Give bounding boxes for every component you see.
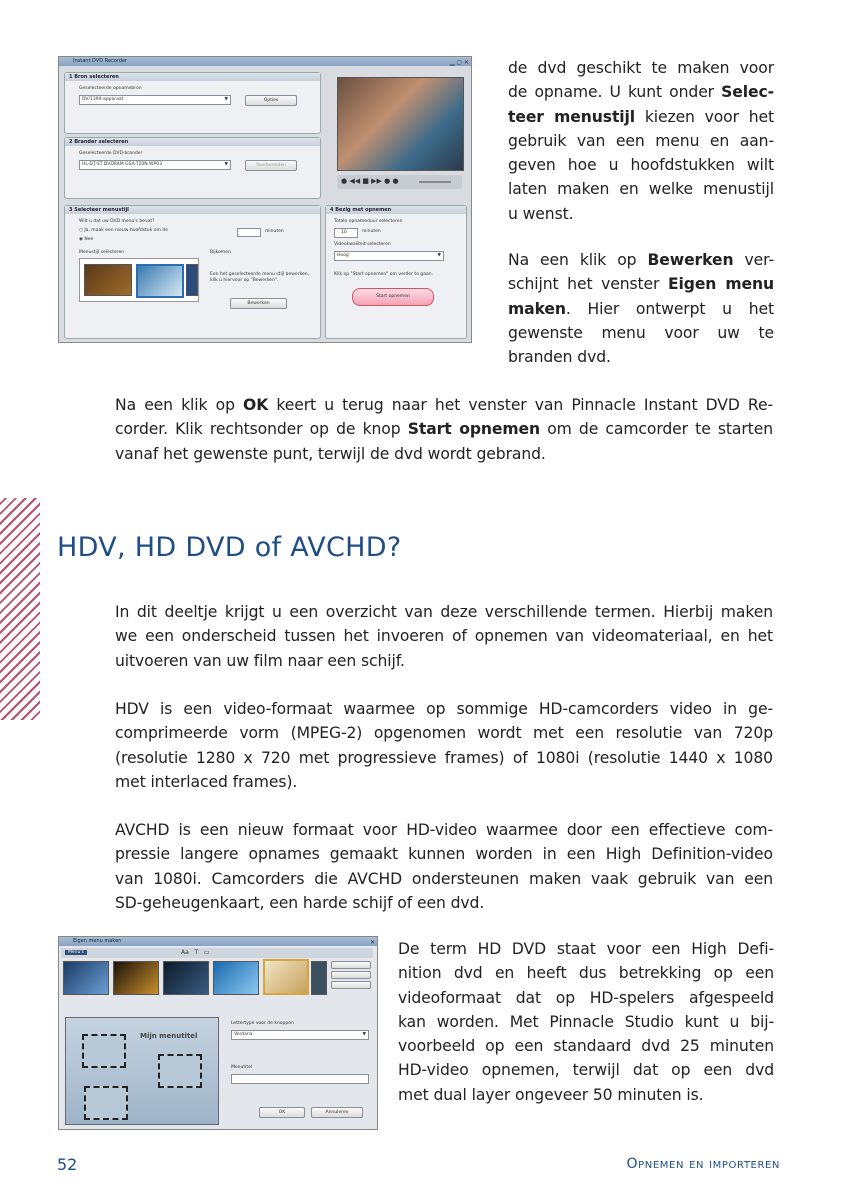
term-eigen-menu-maken: maken xyxy=(508,299,566,318)
chevron-down-icon: ▼ xyxy=(362,1032,366,1037)
side-button[interactable] xyxy=(331,981,371,989)
text-line xyxy=(508,80,774,104)
filmstrip-frame xyxy=(82,1034,126,1068)
paragraph-hd-dvd xyxy=(398,937,774,1107)
text-line: u wenst. xyxy=(508,204,574,223)
screenshot-eigen-menu-maken xyxy=(58,936,378,1130)
text-line: de dvd geschikt te maken voor xyxy=(508,59,774,77)
text-line: pressie langere opnames gemaakt kunnen worden in een High Definition-video xyxy=(115,845,773,864)
text-line: In dit deeltje krijgt u een overzicht van deze verschillende termen. Hierbij maken xyxy=(115,603,773,621)
chapter-minutes-input[interactable] xyxy=(237,228,261,237)
font-label: Lettertype voor de knoppen xyxy=(231,1021,294,1026)
menu-option-no[interactable]: ◉ Nee xyxy=(79,237,94,242)
menu-option-yes[interactable]: ○ Ja, maak een nieuw hoofdstuk om de xyxy=(79,228,168,233)
menu-thumb[interactable] xyxy=(63,961,109,995)
paragraph-ok xyxy=(115,393,773,466)
duration-value: 10 xyxy=(341,230,347,235)
text-line: gewenste menu voor uw te xyxy=(508,323,774,342)
menu-preview-title: Mijn menutitel xyxy=(140,1032,198,1040)
text-line: kan worden. Met Pinnacle Studio kunt u bij- xyxy=(398,1012,774,1031)
menu-edit-hint: Een het geselecteerde menu stijl bewerken, klik u hiervoor op "Bewerken". xyxy=(210,272,310,283)
menu-thumb[interactable] xyxy=(311,961,327,995)
text-run: corder. Klik rechtsonder op de knop xyxy=(115,420,408,439)
text-line: De term HD DVD staat voor een High Defi- xyxy=(398,940,774,958)
text-run: keert u terug naar het venster van Pinnacle Instant DVD Re- xyxy=(268,396,773,414)
side-buttons xyxy=(331,961,371,993)
text-line: gebruik van een menu en aan- xyxy=(508,131,774,150)
ok-button[interactable]: OK xyxy=(259,1107,305,1118)
decorative-stripes xyxy=(0,498,40,720)
font-value: Verdana xyxy=(234,1032,253,1037)
text-line: voorbeeld op een standaard dvd 25 minuten xyxy=(398,1037,774,1056)
text-line: HDV is een video-formaat waarmee op sommige HD-camcorders video in ge- xyxy=(115,700,773,718)
window-controls-icon: ▁ ▢ ✕ xyxy=(449,59,469,66)
font-select[interactable] xyxy=(231,1030,369,1040)
chevron-down-icon: ▼ xyxy=(224,97,228,102)
text-run: schijnt het venster xyxy=(508,275,668,294)
term-ok: OK xyxy=(243,396,269,414)
volume-slider[interactable] xyxy=(419,181,451,183)
source-label: Geselecteerde opnamebron xyxy=(79,86,142,91)
chevron-down-icon: ▼ xyxy=(224,162,228,167)
term-bewerken: Bewerken xyxy=(647,251,734,269)
text-line: comprimeerde vorm (MPEG-2) opgenomen wordt met een resolutie van 720p xyxy=(115,724,773,743)
prepare-button[interactable]: Voorbereiden xyxy=(245,160,297,171)
term-selecteer-menustijl: Selec- xyxy=(721,83,774,102)
menu-question: Wilt u dat uw DVD menu's bevat? xyxy=(79,219,155,224)
toolbar-tools-icon[interactable]: Aa T ▭ xyxy=(181,949,210,956)
menu-option-yes-label: Ja, maak een nieuw hoofdstuk om de xyxy=(84,228,168,233)
panel-source-title: 1 Bron selecteren xyxy=(65,73,320,81)
text-run: ver- xyxy=(733,251,774,269)
menu-thumb[interactable] xyxy=(213,961,259,995)
text-line: AVCHD is een nieuw formaat voor HD-video waarmee door een effectieve com- xyxy=(115,821,773,839)
menu-thumb[interactable] xyxy=(113,961,159,995)
panel-recording-title: 4 Bezig met opnemen xyxy=(326,206,466,214)
source-value: DV/1394-apparaat xyxy=(82,97,124,102)
menu-preview xyxy=(65,1017,219,1125)
text-line: geven hoe u hoofdstukken wilt xyxy=(508,156,774,175)
panel-menu-style xyxy=(64,205,321,339)
text-line xyxy=(115,417,773,441)
duration-input[interactable] xyxy=(334,228,358,238)
text-line xyxy=(508,105,774,129)
panel-source xyxy=(64,72,321,134)
menu-option-no-label: Nee xyxy=(84,237,94,242)
toolbar-label: Menu's xyxy=(65,950,87,955)
term-selecteer-menustijl: teer menustijl xyxy=(508,107,636,126)
text-line xyxy=(508,272,774,296)
window-titlebar xyxy=(59,937,377,946)
text-line: van 1080i. Camcorders die AVCHD ondersteunen maken vaak gebruik van een xyxy=(115,869,773,888)
text-line: branden dvd. xyxy=(508,348,611,367)
menu-thumb[interactable] xyxy=(163,961,209,995)
preview-label: Bijkomen xyxy=(210,250,231,255)
quality-label: Videokwaliteit selecteren xyxy=(334,242,391,247)
chevron-down-icon: ▼ xyxy=(437,253,441,258)
menu-style-thumb[interactable] xyxy=(84,264,132,296)
text-line: nition dvd en heeft dus betrekking op een xyxy=(398,964,774,983)
menu-style-thumb[interactable] xyxy=(136,264,184,298)
right-paragraph-1 xyxy=(508,56,774,226)
window-controls-icon: ✕ xyxy=(369,939,375,946)
window-titlebar xyxy=(59,57,471,66)
start-hint: Klik op "Start opnemen" om verder te gaan. xyxy=(334,272,434,277)
text-line: uitvoeren van uw film naar een schijf. xyxy=(115,651,405,670)
menu-styles-strip xyxy=(79,258,199,302)
chapter-minutes-unit: minuten xyxy=(265,229,284,234)
panel-recording xyxy=(325,205,467,339)
cancel-button[interactable]: Annuleren xyxy=(311,1107,363,1118)
text-line xyxy=(508,297,774,321)
menu-thumb-selected[interactable] xyxy=(263,959,309,995)
video-preview xyxy=(337,77,464,171)
window-title: Eigen menu maken xyxy=(73,938,122,944)
text-run: . Hier ontwerpt u het xyxy=(565,299,774,318)
menu-styles-label: Menustijl selecteren xyxy=(79,250,125,255)
text-line: we een onderscheid tussen het invoeren of opnemen van videomateriaal, en het xyxy=(115,627,773,646)
text-run: de opname. U kunt onder xyxy=(508,83,722,102)
menu-title-label: Menutitel xyxy=(231,1065,253,1070)
edit-menu-button[interactable]: Bewerken xyxy=(230,298,287,309)
text-run: kiezen voor het xyxy=(635,107,775,126)
term-start-opnemen: Start opnemen xyxy=(407,420,541,439)
start-recording-button[interactable]: Start opnemen xyxy=(352,288,434,306)
quality-select[interactable] xyxy=(334,251,444,261)
right-paragraph-2 xyxy=(508,248,774,369)
source-select[interactable] xyxy=(79,95,231,105)
panel-burner-title: 2 Brander selecteren xyxy=(65,138,320,146)
text-line: HD-video opnemen, terwijl dat op een dvd xyxy=(398,1061,774,1080)
playback-controls xyxy=(337,175,462,189)
toolbar xyxy=(61,948,373,958)
text-run: om de camcorder te starten xyxy=(540,420,773,439)
burner-value: HL-DT-ST DVDRAM GSA-T20N WP03 xyxy=(82,162,162,167)
menu-style-thumb[interactable] xyxy=(186,264,198,296)
menu-title-input[interactable] xyxy=(231,1074,369,1084)
text-line: laten maken en welke menustijl xyxy=(508,180,774,199)
filmstrip-frame xyxy=(84,1086,128,1120)
text-line: met interlaced frames). xyxy=(115,772,298,791)
side-button[interactable] xyxy=(331,971,371,979)
section-heading: HDV, HD DVD of AVCHD? xyxy=(57,532,402,563)
quality-value: Hoog xyxy=(337,253,349,258)
text-line xyxy=(508,248,774,272)
text-line: videoformaat dat op HD-spelers afgespeeld xyxy=(398,988,774,1007)
text-line: met dual layer ongeveer 50 minuten is. xyxy=(398,1085,704,1104)
text-line: (resolutie 1280 x 720 met progressieve frames) of 1080i (resolutie 1440 x 1080 xyxy=(115,748,773,767)
options-button[interactable]: Opties xyxy=(245,95,297,106)
term-eigen-menu: Eigen menu xyxy=(667,275,775,294)
paragraph-hdv xyxy=(115,697,773,794)
panel-menu-style-title: 3 Selecteer menustijl xyxy=(65,206,320,214)
burner-select[interactable] xyxy=(79,160,231,170)
paragraph-avchd xyxy=(115,818,773,915)
duration-label: Totale opnameduur selecteren xyxy=(334,219,403,224)
text-line xyxy=(115,393,773,417)
play-controls-icon[interactable]: ● ◀◀ ■ ▶▶ ● ● xyxy=(341,177,399,185)
side-button[interactable] xyxy=(331,961,371,969)
duration-unit: minuten xyxy=(362,229,381,234)
page-number: 52 xyxy=(57,1155,78,1174)
text-line: SD-geheugenkaart, een harde schijf of een dvd. xyxy=(115,893,485,912)
panel-burner xyxy=(64,137,321,199)
window-title: Instant DVD Recorder xyxy=(73,58,128,64)
paragraph-intro xyxy=(115,600,773,673)
screenshot-instant-dvd-recorder xyxy=(58,56,472,343)
text-run: Na een klik op xyxy=(115,396,244,414)
burner-label: Geselecteerde DVD-brander xyxy=(79,151,143,156)
chapter-title: Opnemen en importeren xyxy=(626,1156,780,1172)
filmstrip-frame xyxy=(158,1054,202,1088)
text-line: vanaf het gewenste punt, terwijl de dvd wordt gebrand. xyxy=(115,444,546,463)
text-run: Na een klik op xyxy=(508,251,648,269)
